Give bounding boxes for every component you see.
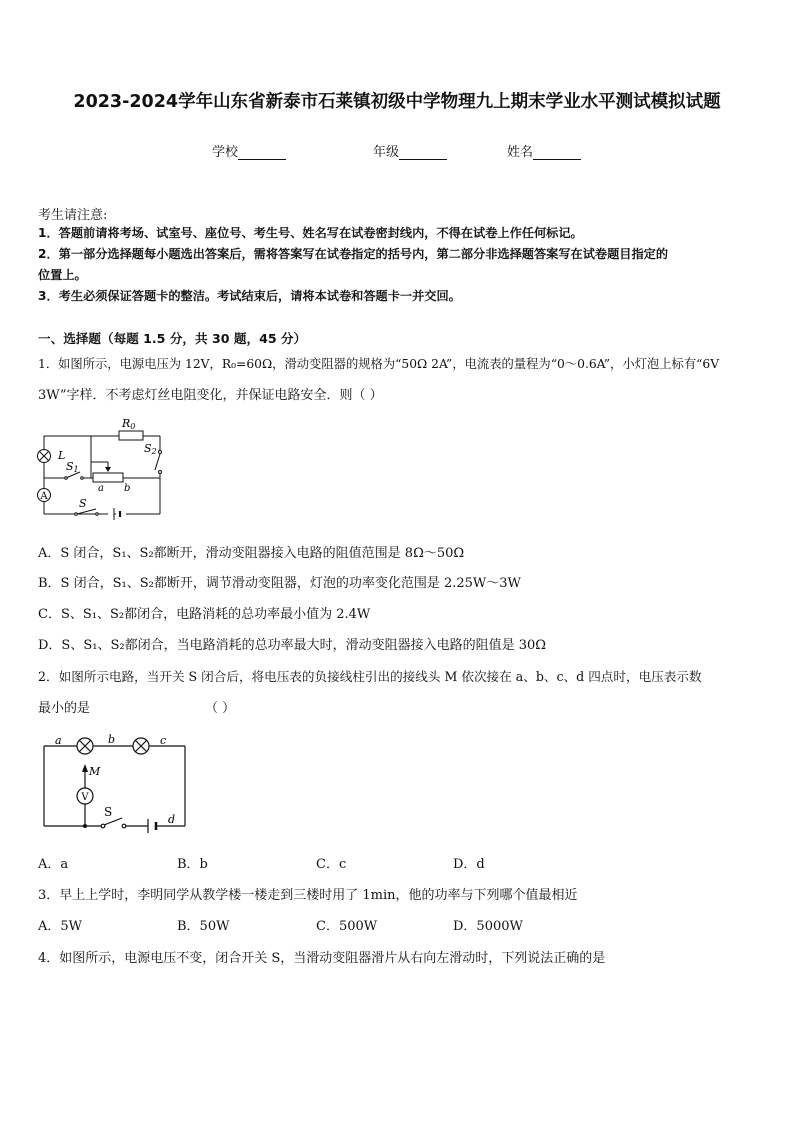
q1-option-a[interactable]: A．S 闭合，S₁、S₂都断开，滑动变阻器接入电路的阻值范围是 8Ω～50Ω bbox=[38, 546, 465, 561]
name-blank[interactable] bbox=[533, 145, 581, 160]
q1-lamp-label: L bbox=[58, 449, 66, 462]
q2-point-d: d bbox=[168, 813, 176, 826]
notice-item-2-cont: 位置上。 bbox=[38, 268, 87, 282]
notice-item-2: 2．第一部分选择题每小题选出答案后，需将答案写在试卷指定的括号内，第二部分非选择题答案写在试卷题目指定的 bbox=[38, 247, 669, 261]
section-heading: 一、选择题（每题 1.5 分，共 30 题，45 分） bbox=[38, 331, 307, 346]
grade-label: 年级 bbox=[373, 145, 400, 160]
q2-option-d[interactable]: D．d bbox=[453, 857, 485, 872]
q1-stem-line2: 3W”字样．不考虑灯丝电阻变化，并保证电路安全．则（ ） bbox=[38, 388, 383, 403]
name-field bbox=[507, 141, 581, 160]
q2-circuit-diagram bbox=[38, 732, 198, 836]
grade-blank[interactable] bbox=[399, 145, 447, 160]
q1-s1-label: S1 bbox=[66, 460, 79, 474]
q1-option-d[interactable]: D．S、S₁、S₂都闭合，当电路消耗的总功率最大时，滑动变阻器接入电路的阻值是 30Ω bbox=[38, 638, 547, 653]
school-field bbox=[212, 141, 286, 160]
q2-stem-line2: 最小的是 bbox=[38, 701, 91, 716]
q2-option-b[interactable]: B．b bbox=[177, 857, 208, 872]
q1-circuit-diagram bbox=[36, 414, 166, 526]
q3-option-a[interactable]: A．5W bbox=[38, 919, 83, 934]
q1-s-label: S bbox=[79, 497, 87, 510]
q2-voltmeter-label: V bbox=[81, 792, 89, 803]
q1-ammeter-label: A bbox=[40, 491, 48, 502]
notice-item-3: 3．考生必须保证答题卡的整洁。考试结束后，请将本试卷和答题卡一并交回。 bbox=[38, 289, 461, 303]
page-title: 2023-2024学年山东省新泰市石莱镇初级中学物理九上期末学业水平测试模拟试题 bbox=[73, 92, 721, 112]
q1-rheostat-a: a bbox=[98, 483, 104, 494]
name-label: 姓名 bbox=[507, 145, 534, 160]
q4-stem: 4．如图所示，电源电压不变，闭合开关 S，当滑动变阻器滑片从右向左滑动时，下列说法正确的是 bbox=[38, 951, 606, 966]
q1-stem-line1: 1．如图所示，电源电压为 12V，R₀=60Ω，滑动变阻器的规格为“50Ω 2A”，电流表的量程为“0～0.6A”，小灯泡上标有“6V bbox=[38, 357, 720, 371]
q2-point-b: b bbox=[108, 733, 116, 746]
q1-s2-label: S2 bbox=[144, 442, 157, 456]
notice-heading: 考生请注意: bbox=[38, 208, 108, 223]
q2-switch-label: S bbox=[104, 805, 113, 819]
q2-answer-paren: （ ） bbox=[205, 701, 236, 716]
q2-probe-m: M bbox=[89, 765, 101, 778]
q2-stem-line1: 2．如图所示电路，当开关 S 闭合后，将电压表的负接线柱引出的接线头 M 依次接在 a、b、c、d 四点时，电压表示数 bbox=[38, 669, 702, 684]
q3-option-b[interactable]: B．50W bbox=[177, 919, 230, 934]
q1-r0-label: R0 bbox=[122, 417, 136, 431]
q2-option-a[interactable]: A．a bbox=[38, 857, 69, 872]
school-blank[interactable] bbox=[238, 145, 286, 160]
q1-option-b[interactable]: B．S 闭合，S₁、S₂都断开，调节滑动变阻器，灯泡的功率变化范围是 2.25W～3W bbox=[38, 576, 521, 591]
q2-point-a: a bbox=[55, 734, 62, 747]
q3-option-c[interactable]: C．500W bbox=[316, 919, 378, 934]
notice-item-1: 1．答题前请将考场、试室号、座位号、考生号、姓名写在试卷密封线内，不得在试卷上作任何标记。 bbox=[38, 226, 583, 240]
grade-field bbox=[373, 141, 447, 160]
school-label: 学校 bbox=[212, 145, 239, 160]
q3-stem: 3．早上上学时，李明同学从教学楼一楼走到三楼时用了 1min，他的功率与下列哪个值最相近 bbox=[38, 888, 578, 903]
q1-option-c[interactable]: C．S、S₁、S₂都闭合，电路消耗的总功率最小值为 2.4W bbox=[38, 607, 371, 622]
q3-option-d[interactable]: D．5000W bbox=[453, 919, 523, 934]
q2-option-c[interactable]: C．c bbox=[316, 857, 347, 872]
q1-rheostat-b: b bbox=[124, 483, 131, 494]
q2-point-c: c bbox=[160, 734, 167, 747]
